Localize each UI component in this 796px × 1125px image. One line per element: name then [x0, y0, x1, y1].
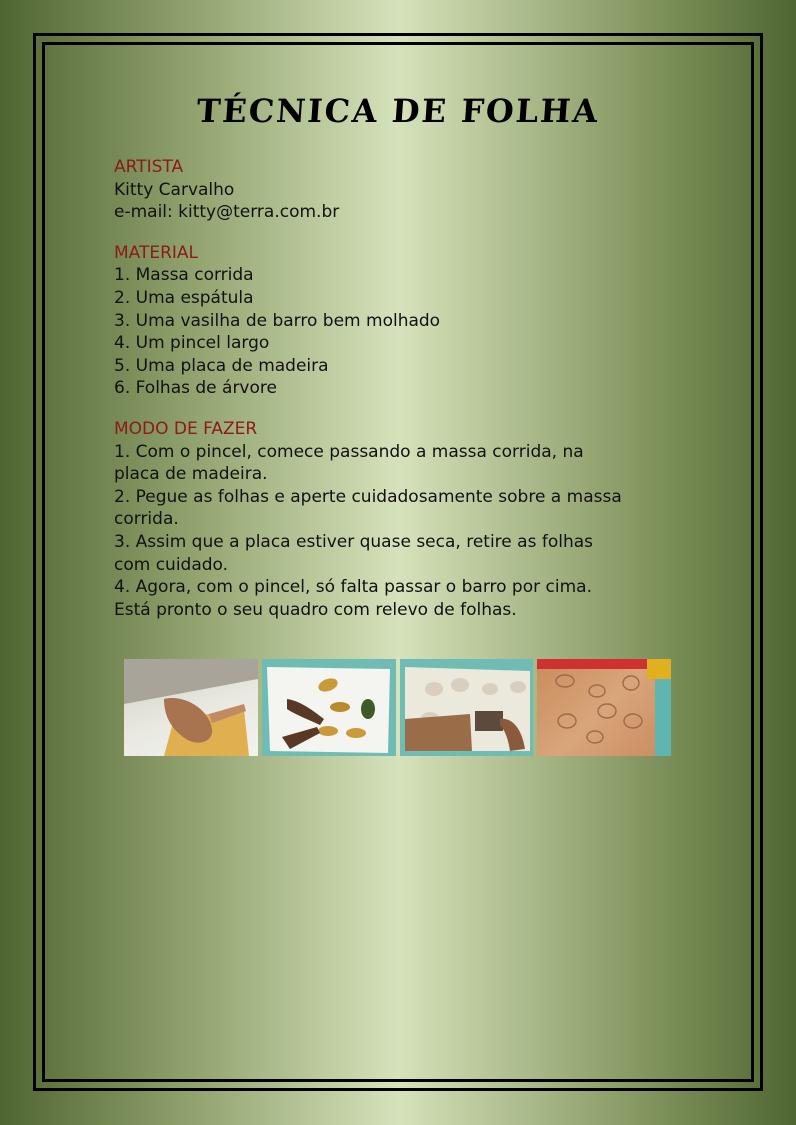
method-line: Está pronto o seu quadro com relevo de folhas.	[114, 599, 517, 620]
artist-name: Kitty Carvalho	[114, 179, 235, 200]
method-heading: MODO DE FAZER	[114, 418, 258, 439]
material-item: 3. Uma vasilha de barro bem molhado	[114, 310, 441, 331]
method-line: corrida.	[114, 509, 179, 530]
step-photo-3	[400, 659, 534, 756]
material-item: 4. Um pincel largo	[114, 333, 270, 354]
method-line: 4. Agora, com o pincel, só falta passar o barro por cima.	[114, 577, 592, 598]
material-item: 2. Uma espátula	[114, 287, 254, 308]
step-photo-1	[124, 659, 258, 756]
method-line: 1. Com o pincel, comece passando a massa corrida, na	[114, 441, 584, 462]
material-item: 5. Uma placa de madeira	[114, 355, 329, 376]
artist-heading: ARTISTA	[114, 157, 184, 177]
instructions-body	[114, 156, 674, 621]
method-line: 3. Assim que a placa estiver quase seca, retire as folhas	[114, 531, 593, 552]
artist-email: e-mail: kitty@terra.com.br	[114, 202, 340, 223]
material-heading: MATERIAL	[114, 242, 199, 263]
step-photo-2	[262, 659, 396, 756]
material-item: 1. Massa corrida	[114, 265, 254, 286]
artist-section	[114, 156, 674, 224]
method-line: com cuidado.	[114, 554, 229, 575]
method-line: placa de madeira.	[114, 464, 268, 485]
material-item: 6. Folhas de árvore	[114, 378, 277, 399]
page-title: TÉCNICA DE FOLHA	[195, 92, 601, 130]
method-line: 2. Pegue as folhas e aperte cuidadosamente sobre a massa	[114, 486, 622, 507]
step-photo-4	[537, 659, 671, 756]
material-section	[114, 242, 674, 400]
method-section	[114, 418, 674, 621]
photo-strip	[124, 659, 671, 756]
